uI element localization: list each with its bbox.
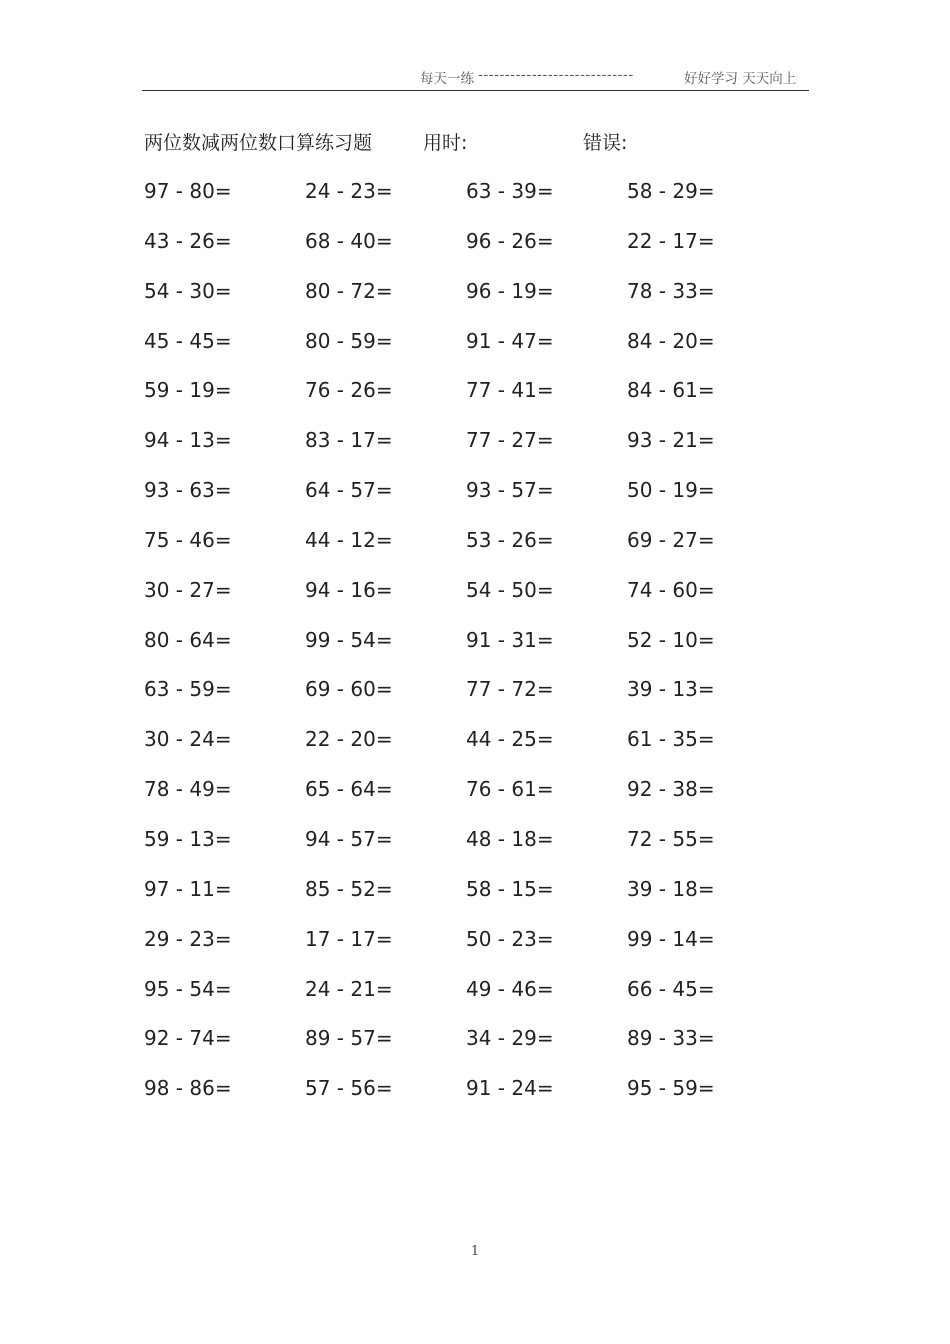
- problem-item: 44 - 12=: [305, 527, 393, 552]
- problem-item: 77 - 27=: [466, 428, 554, 453]
- problem-item: 48 - 18=: [466, 826, 554, 851]
- problem-item: 22 - 20=: [305, 727, 393, 752]
- time-label: 用时:: [423, 132, 468, 154]
- problem-item: 92 - 38=: [627, 777, 715, 802]
- problem-item: 54 - 50=: [466, 577, 554, 602]
- problem-item: 24 - 21=: [305, 976, 393, 1001]
- page-header: [142, 64, 809, 91]
- problem-item: 30 - 27=: [144, 577, 232, 602]
- problem-item: 89 - 33=: [627, 1026, 715, 1051]
- problem-item: 69 - 60=: [305, 677, 393, 702]
- problem-item: 95 - 59=: [627, 1076, 715, 1101]
- problem-item: 22 - 17=: [627, 228, 715, 253]
- problem-item: 58 - 15=: [466, 876, 554, 901]
- problem-item: 96 - 19=: [466, 278, 554, 303]
- problem-item: 84 - 61=: [627, 378, 715, 403]
- problem-item: 49 - 46=: [466, 976, 554, 1001]
- title-row: [144, 128, 804, 158]
- problem-item: 91 - 47=: [466, 328, 554, 353]
- problem-item: 89 - 57=: [305, 1026, 393, 1051]
- problem-item: 92 - 74=: [144, 1026, 232, 1051]
- problem-item: 53 - 26=: [466, 527, 554, 552]
- problem-item: 78 - 49=: [144, 777, 232, 802]
- problem-item: 93 - 57=: [466, 478, 554, 503]
- problem-item: 64 - 57=: [305, 478, 393, 503]
- problem-item: 76 - 61=: [466, 777, 554, 802]
- problem-item: 78 - 33=: [627, 278, 715, 303]
- problem-item: 43 - 26=: [144, 228, 232, 253]
- problem-item: 80 - 59=: [305, 328, 393, 353]
- problem-item: 80 - 72=: [305, 278, 393, 303]
- problem-item: 63 - 59=: [144, 677, 232, 702]
- problem-item: 77 - 72=: [466, 677, 554, 702]
- problem-item: 54 - 30=: [144, 278, 232, 303]
- problem-item: 91 - 31=: [466, 627, 554, 652]
- problem-item: 94 - 13=: [144, 428, 232, 453]
- problem-item: 50 - 23=: [466, 926, 554, 951]
- problem-item: 76 - 26=: [305, 378, 393, 403]
- problem-item: 95 - 54=: [144, 976, 232, 1001]
- problem-item: 85 - 52=: [305, 876, 393, 901]
- problem-item: 61 - 35=: [627, 727, 715, 752]
- problem-item: 52 - 10=: [627, 627, 715, 652]
- problem-item: 65 - 64=: [305, 777, 393, 802]
- problem-item: 34 - 29=: [466, 1026, 554, 1051]
- problem-item: 98 - 86=: [144, 1076, 232, 1101]
- problem-item: 66 - 45=: [627, 976, 715, 1001]
- problem-item: 75 - 46=: [144, 527, 232, 552]
- problem-item: 69 - 27=: [627, 527, 715, 552]
- problem-item: 24 - 23=: [305, 179, 393, 203]
- header-left-text: 每天一练: [420, 71, 474, 87]
- problem-item: 77 - 41=: [466, 378, 554, 403]
- problem-item: 93 - 63=: [144, 478, 232, 503]
- problem-item: 74 - 60=: [627, 577, 715, 602]
- problem-item: 45 - 45=: [144, 328, 232, 353]
- error-label: 错误:: [583, 132, 628, 154]
- problem-item: 63 - 39=: [466, 179, 554, 203]
- problem-item: 97 - 80=: [144, 179, 232, 203]
- problem-item: 72 - 55=: [627, 826, 715, 851]
- problem-item: 91 - 24=: [466, 1076, 554, 1101]
- problem-item: 50 - 19=: [627, 478, 715, 503]
- problem-item: 39 - 18=: [627, 876, 715, 901]
- problem-item: 57 - 56=: [305, 1076, 393, 1101]
- worksheet-title: 两位数减两位数口算练习题: [144, 132, 373, 154]
- problem-item: 94 - 16=: [305, 577, 393, 602]
- problem-item: 39 - 13=: [627, 677, 715, 702]
- problem-item: 83 - 17=: [305, 428, 393, 453]
- problem-item: 59 - 13=: [144, 826, 232, 851]
- header-dashes: -----------------------------: [478, 67, 634, 83]
- problem-item: 96 - 26=: [466, 228, 554, 253]
- problem-item: 99 - 14=: [627, 926, 715, 951]
- problem-item: 97 - 11=: [144, 876, 232, 901]
- page-number: 1: [470, 1244, 480, 1259]
- problem-item: 93 - 21=: [627, 428, 715, 453]
- problem-grid: [144, 177, 804, 1124]
- problem-item: 68 - 40=: [305, 228, 393, 253]
- problem-item: 84 - 20=: [627, 328, 715, 353]
- problem-item: 29 - 23=: [144, 926, 232, 951]
- problem-item: 94 - 57=: [305, 826, 393, 851]
- problem-item: 59 - 19=: [144, 378, 232, 403]
- problem-item: 17 - 17=: [305, 926, 393, 951]
- problem-item: 80 - 64=: [144, 627, 232, 652]
- problem-item: 58 - 29=: [627, 179, 715, 203]
- header-right-text: 好好学习 天天向上: [684, 71, 797, 87]
- problem-item: 44 - 25=: [466, 727, 554, 752]
- problem-item: 30 - 24=: [144, 727, 232, 752]
- problem-item: 99 - 54=: [305, 627, 393, 652]
